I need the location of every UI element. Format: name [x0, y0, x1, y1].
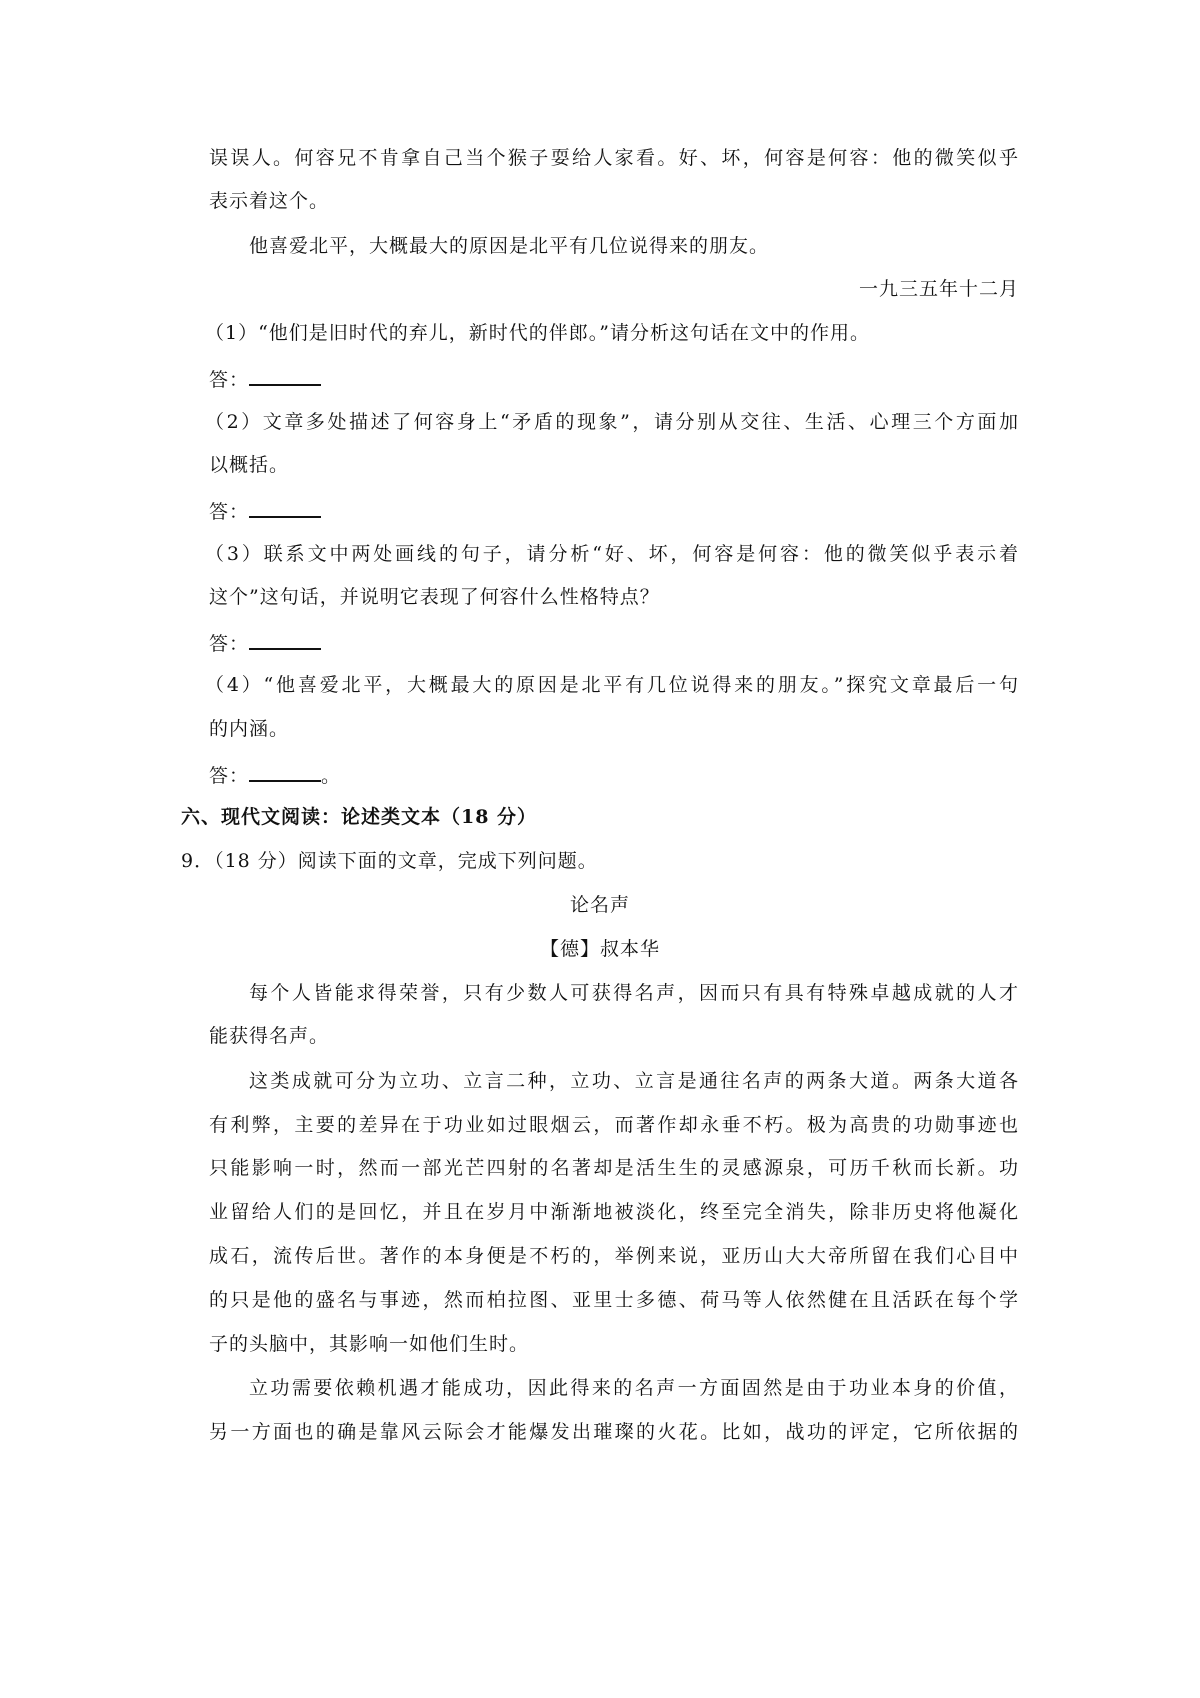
- question-4-line-1: （4）“他喜爱北平，大概最大的原因是北平有几位说得来的朋友。”探究文章最后一句: [205, 674, 1019, 696]
- answer-line-2: [209, 496, 321, 525]
- section-heading: 六、现代文阅读：论述类文本（18 分）: [181, 806, 538, 828]
- answer-blank[interactable]: [249, 628, 321, 650]
- answer-line-3: [209, 628, 321, 657]
- answer-period: 。: [321, 765, 342, 787]
- answer-blank[interactable]: [249, 496, 321, 518]
- answer-line-1: [209, 364, 321, 393]
- prev-text-line-3: 他喜爱北平，大概最大的原因是北平有几位说得来的朋友。: [249, 235, 770, 257]
- answer-label: 答：: [209, 369, 250, 391]
- question-4-line-2: 的内涵。: [209, 718, 290, 740]
- prev-text-line-1: 误误人。何容兄不肯拿自己当个猴子耍给人家看。好、坏，何容是何容：他的微笑似乎: [209, 147, 1019, 169]
- prev-text-line-2: 表示着这个。: [209, 190, 330, 212]
- article-p3-line-1: 立功需要依赖机遇才能成功，因此得来的名声一方面固然是由于功业本身的价值，: [249, 1377, 1019, 1399]
- answer-blank[interactable]: [249, 760, 321, 782]
- article-p2-line-4: 业留给人们的是回忆，并且在岁月中渐渐地被淡化，终至完全消失，除非历史将他凝化: [209, 1201, 1019, 1223]
- answer-label: 答：: [209, 501, 250, 523]
- answer-label: 答：: [209, 633, 250, 655]
- article-author: 【德】叔本华: [539, 938, 660, 960]
- question-9-intro: 9．（18 分）阅读下面的文章，完成下列问题。: [181, 850, 598, 872]
- answer-line-4: [209, 760, 341, 789]
- article-title: 论名声: [569, 894, 630, 916]
- question-2-line-1: （2）文章多处描述了何容身上“矛盾的现象”，请分别从交往、生活、心理三个方面加: [205, 411, 1019, 433]
- article-p2-line-5: 成石，流传后世。著作的本身便是不朽的，举例来说，亚历山大大帝所留在我们心目中: [209, 1245, 1019, 1267]
- prev-text-date: 一九三五年十二月: [858, 278, 1019, 300]
- article-p2-line-1: 这类成就可分为立功、立言二种，立功、立言是通往名声的两条大道。两条大道各: [249, 1070, 1019, 1092]
- answer-label: 答：: [209, 765, 250, 787]
- article-p2-line-7: 子的头脑中，其影响一如他们生时。: [209, 1333, 530, 1355]
- article-p1-line-2: 能获得名声。: [209, 1025, 330, 1047]
- question-1-text: （1）“他们是旧时代的弃儿，新时代的伴郎。”请分析这句话在文中的作用。: [205, 322, 871, 344]
- article-p2-line-2: 有利弊，主要的差异在于功业如过眼烟云，而著作却永垂不朽。极为高贵的功勋事迹也: [209, 1114, 1019, 1136]
- article-p3-line-2: 另一方面也的确是靠风云际会才能爆发出璀璨的火花。比如，战功的评定，它所依据的: [209, 1421, 1019, 1443]
- article-p2-line-3: 只能影响一时，然而一部光芒四射的名著却是活生生的灵感源泉，可历千秋而长新。功: [209, 1157, 1019, 1179]
- question-3-line-1: （3）联系文中两处画线的句子，请分析“好、坏，何容是何容：他的微笑似乎表示着: [205, 543, 1019, 565]
- question-2-line-2: 以概括。: [209, 454, 290, 476]
- article-p1-line-1: 每个人皆能求得荣誉，只有少数人可获得名声，因而只有具有特殊卓越成就的人才: [249, 982, 1019, 1004]
- answer-blank[interactable]: [249, 364, 321, 386]
- question-3-line-2: 这个”这句话，并说明它表现了何容什么性格特点？: [209, 586, 660, 608]
- article-p2-line-6: 的只是他的盛名与事迹，然而柏拉图、亚里士多德、荷马等人依然健在且活跃在每个学: [209, 1289, 1019, 1311]
